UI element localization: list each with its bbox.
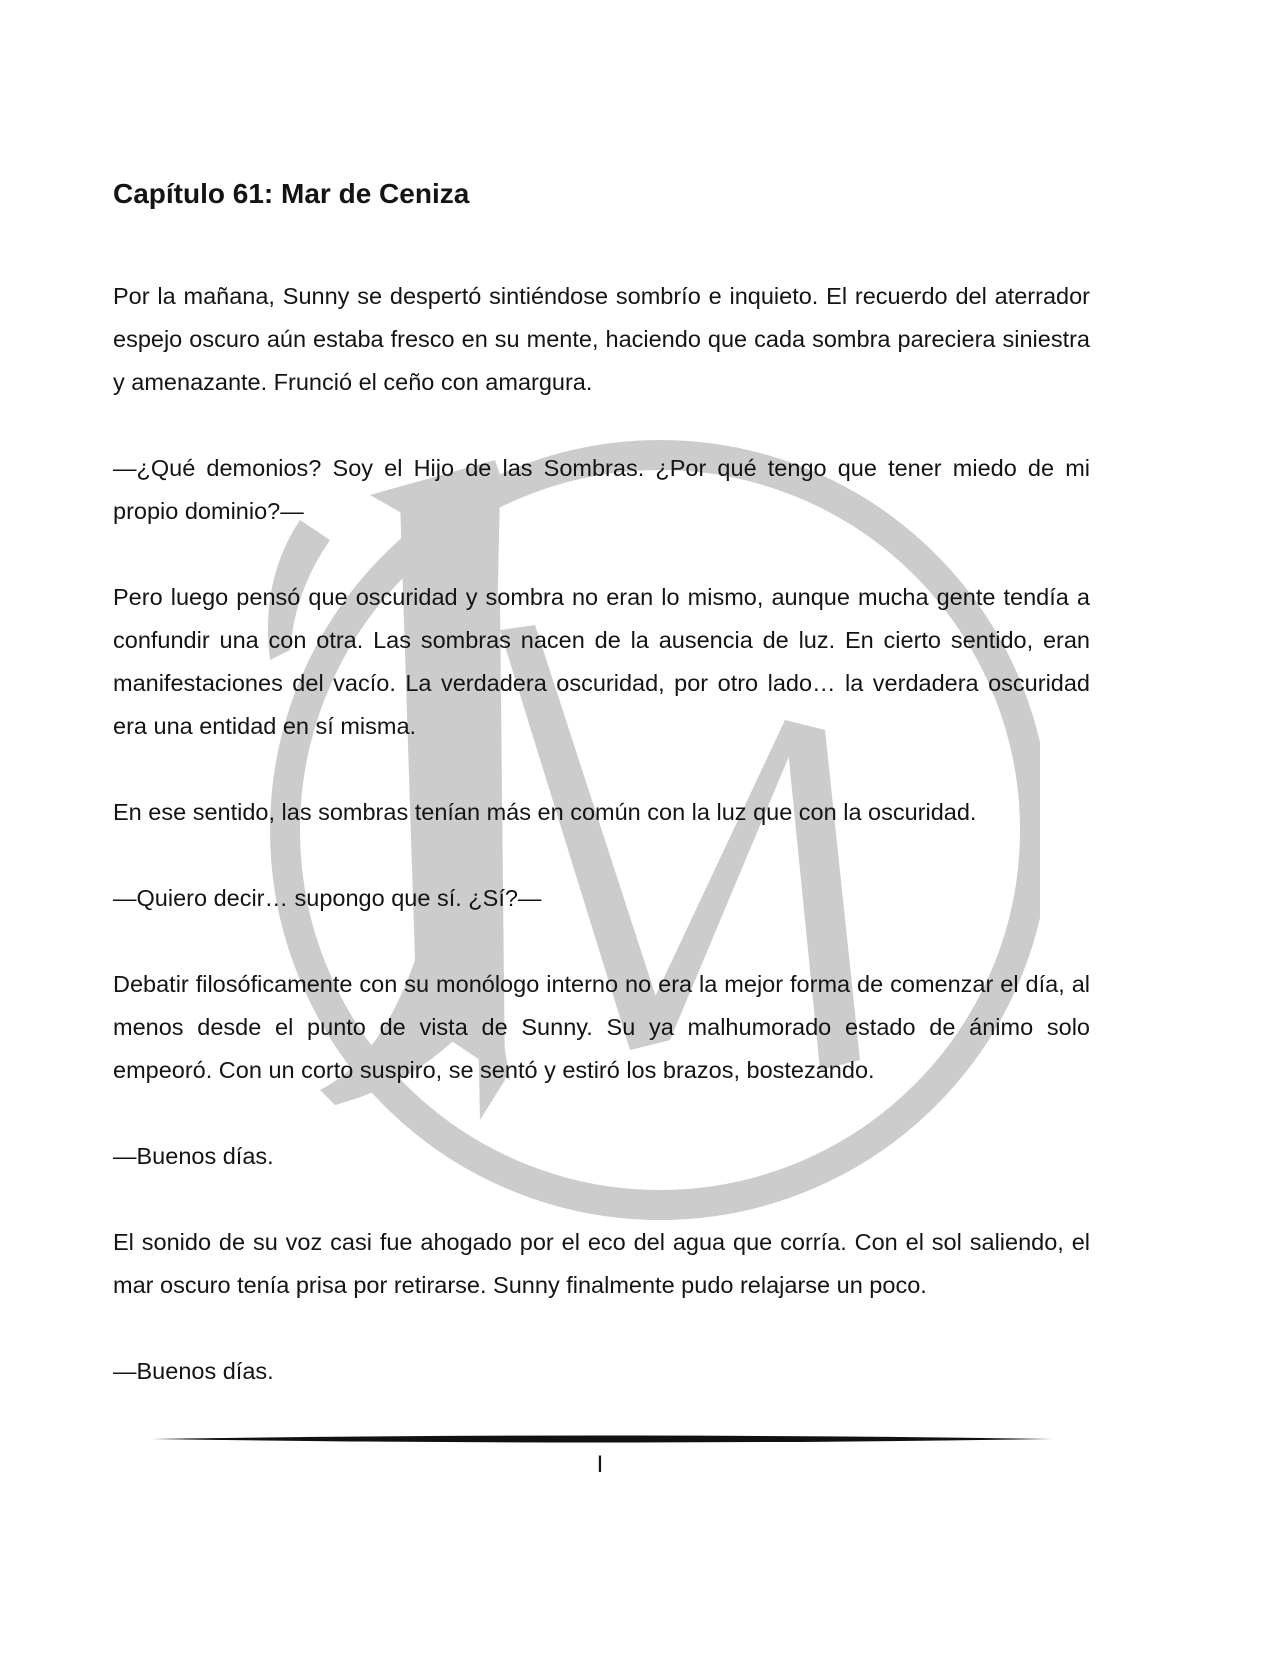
paragraph: —Buenos días. [113,1358,274,1384]
paragraph: En ese sentido, las sombras tenían más en común con la luz que con la oscuridad. [113,799,977,825]
paragraph: Pero luego pensó que oscuridad y sombra no eran lo mismo, aunque mucha gente tendía a confundir una con otra. Las sombras nacen de la ausencia de luz. En cierto sentido, eran manifestaciones del vacío. La verdadera oscuridad, por otro lado… la verdadera oscuridad era una entidad en sí misma. [113,584,1090,739]
paragraph: —¿Qué demonios? Soy el Hijo de las Sombras. ¿Por qué tengo que tener miedo de mi propio dominio?— [113,455,1090,524]
page-number: I [596,1451,604,1478]
paragraph: —Buenos días. [113,1143,274,1169]
chapter-body [113,275,1090,1436]
paragraph: Por la mañana, Sunny se despertó sintiéndose sombrío e inquieto. El recuerdo del aterrador espejo oscuro aún estaba fresco en su mente, haciendo que cada sombra pareciera siniestra y amenazante. Frunció el ceño con amargura. [113,283,1090,395]
paragraph: —Quiero decir… supongo que sí. ¿Sí?— [113,885,542,911]
paragraph: El sonido de su voz casi fue ahogado por el eco del agua que corría. Con el sol saliendo, el mar oscuro tenía prisa por retirarse. Sunny finalmente pudo relajarse un poco. [113,1229,1090,1298]
chapter-title: Capítulo 61: Mar de Ceniza [113,178,470,209]
paragraph: Debatir filosóficamente con su monólogo interno no era la mejor forma de comenzar el día, al menos desde el punto de vista de Sunny. Su ya malhumorado estado de ánimo solo empeoró. Con un corto suspiro, se sentó y estiró los brazos, bostezando. [113,971,1090,1083]
footer-divider [152,1433,1052,1445]
